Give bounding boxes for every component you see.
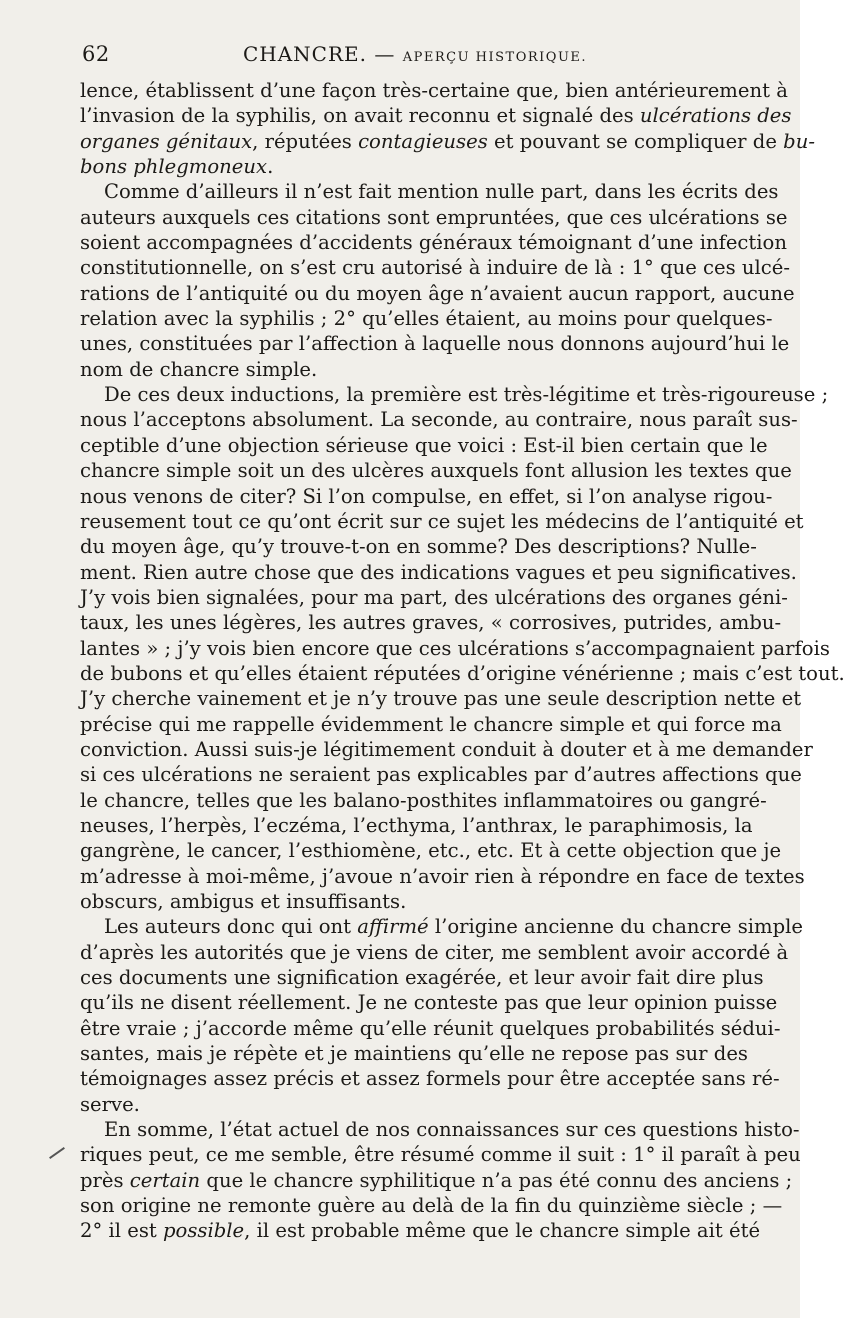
text-line bbox=[80, 762, 802, 787]
text-run: , il est probable même que le chancre simple ait été bbox=[244, 1219, 761, 1243]
text-line bbox=[80, 357, 748, 382]
text-line bbox=[80, 813, 753, 838]
text-line bbox=[80, 1066, 780, 1091]
text-run: riques peut, ce me semble, être résumé comme il suit : 1° il paraît à peu bbox=[80, 1143, 801, 1167]
text-line bbox=[80, 484, 773, 509]
text-line bbox=[80, 1142, 801, 1167]
text-line bbox=[80, 1218, 761, 1243]
text-run: Les auteurs donc qui ont bbox=[104, 915, 358, 939]
text-run: ceptible d’une objection sérieuse que voici : Est-il bien certain que le bbox=[80, 433, 768, 457]
text-line bbox=[80, 534, 757, 559]
text-run: l’origine ancienne du chancre simple bbox=[428, 915, 803, 939]
text-run: unes, constituées par l’affection à laquelle nous donnons aujourd’hui le bbox=[80, 332, 790, 356]
text-run: de bubons et qu’elles étaient réputées d’origine vénérienne ; mais c’est tout. bbox=[80, 661, 845, 685]
text-line bbox=[80, 686, 802, 711]
italic-run: bu- bbox=[783, 129, 815, 153]
text-run: nous venons de citer? Si l’on compulse, en effet, si l’on analyse rigou- bbox=[80, 484, 773, 508]
text-run: chancre simple soit un des ulcères auxquels font allusion les textes que bbox=[80, 459, 792, 483]
paragraph bbox=[80, 382, 845, 914]
margin-pen-mark bbox=[49, 1147, 65, 1159]
text-run: gangrène, le cancer, l’esthiomène, etc., etc. Et à cette objection que je bbox=[80, 839, 782, 863]
text-run: 2° il est bbox=[80, 1219, 164, 1243]
text-line bbox=[80, 458, 792, 483]
text-run: relation avec la syphilis ; 2° qu’elles étaient, au moins pour quelques- bbox=[80, 307, 773, 331]
text-run: l’invasion de la syphilis, on avait reconnu et signalé des bbox=[80, 104, 640, 128]
text-run: lantes » ; j’y vois bien encore que ces ulcérations s’accompagnaient parfois bbox=[80, 636, 830, 660]
italic-run: affirmé bbox=[357, 915, 429, 939]
text-run: être vraie ; j’accorde même qu’elle réunit quelques probabilités sédui- bbox=[80, 1016, 781, 1040]
text-run: auteurs auxquels ces citations sont empruntées, que ces ulcérations se bbox=[80, 205, 788, 229]
italic-run: possible bbox=[163, 1219, 245, 1243]
text-run: neuses, l’herpès, l’eczéma, l’ecthyma, l’anthrax, le paraphimosis, la bbox=[80, 813, 753, 837]
text-run: conviction. Aussi suis-je légitimement conduit à douter et à me demander bbox=[80, 737, 813, 761]
text-run: En somme, l’état actuel de nos connaissances sur ces questions histo- bbox=[104, 1118, 800, 1142]
text-line bbox=[80, 965, 764, 990]
text-run: et pouvant se compliquer de bbox=[487, 129, 784, 153]
text-line bbox=[80, 864, 805, 889]
text-line bbox=[80, 1168, 793, 1193]
text-run: reusement tout ce qu’ont écrit sur ce sujet les médecins de l’antiquité et bbox=[80, 509, 804, 533]
text-line bbox=[80, 560, 797, 585]
text-line bbox=[80, 914, 803, 939]
text-run: soient accompagnées d’accidents généraux témoignant d’une infection bbox=[80, 231, 787, 255]
running-dash: — bbox=[366, 42, 403, 66]
text-line bbox=[80, 636, 830, 661]
text-line bbox=[80, 940, 789, 965]
text-line bbox=[80, 433, 768, 458]
text-line bbox=[80, 1193, 783, 1218]
text-run: ces documents une signification exagérée, et leur avoir fait dire plus bbox=[80, 966, 764, 990]
text-run: J’y cherche vainement et je n’y trouve pas une seule description nette et bbox=[80, 687, 802, 711]
text-line bbox=[80, 407, 798, 432]
text-run: le chancre, telles que les balano-posthites inflammatoires ou gangré- bbox=[80, 788, 767, 812]
text-run: serve. bbox=[80, 1092, 140, 1116]
body-text bbox=[80, 78, 845, 1244]
text-line bbox=[80, 1092, 748, 1117]
paragraph bbox=[80, 78, 815, 179]
running-subtitle: APERÇU HISTORIQUE. bbox=[402, 50, 588, 65]
text-line bbox=[80, 281, 795, 306]
text-run: du moyen âge, qu’y trouve-t-on en somme? Des descriptions? Nulle- bbox=[80, 535, 757, 559]
italic-run: certain bbox=[129, 1168, 201, 1192]
text-line bbox=[80, 1016, 781, 1041]
text-line bbox=[80, 179, 779, 204]
text-run: J’y vois bien signalées, pour ma part, des ulcérations des organes géni- bbox=[80, 585, 788, 609]
text-run: son origine ne remonte guère au delà de la fin du quinzième siècle ; — bbox=[80, 1194, 783, 1218]
text-run: constitutionnelle, on s’est cru autorisé à induire de là : 1° que ces ulcé- bbox=[80, 256, 790, 280]
text-line bbox=[80, 838, 782, 863]
text-line bbox=[80, 78, 788, 103]
text-line bbox=[80, 129, 815, 154]
text-line bbox=[80, 154, 748, 179]
text-line bbox=[80, 103, 792, 128]
text-run: Comme d’ailleurs il n’est fait mention nulle part, dans les écrits des bbox=[104, 180, 779, 204]
page-number: 62 bbox=[82, 42, 110, 66]
text-run: rations de l’antiquité ou du moyen âge n’avaient aucun rapport, aucune bbox=[80, 281, 795, 305]
text-run: si ces ulcérations ne seraient pas explicables par d’autres affections que bbox=[80, 763, 802, 787]
text-line bbox=[80, 737, 813, 762]
italic-run: organes génitaux bbox=[80, 129, 253, 153]
text-line bbox=[80, 306, 773, 331]
text-run: obscurs, ambigus et insuffisants. bbox=[80, 890, 407, 913]
text-run: nous l’acceptons absolument. La seconde, au contraire, nous paraît sus- bbox=[80, 408, 798, 432]
paragraph bbox=[80, 1117, 801, 1244]
running-head bbox=[82, 42, 748, 66]
text-line bbox=[80, 788, 767, 813]
text-run: , réputées bbox=[252, 129, 359, 153]
text-line bbox=[80, 1117, 800, 1142]
text-line bbox=[80, 331, 790, 356]
text-run: près bbox=[80, 1168, 130, 1192]
running-title: CHANCRE. bbox=[242, 42, 367, 66]
text-line bbox=[80, 1041, 748, 1066]
italic-run: contagieuses bbox=[358, 129, 488, 153]
text-run: qu’ils ne disent réellement. Je ne conteste pas que leur opinion puisse bbox=[80, 991, 778, 1015]
text-run: lence, établissent d’une façon très-certaine que, bien antérieurement à bbox=[80, 79, 788, 102]
text-line bbox=[80, 509, 804, 534]
text-run: ment. Rien autre chose que des indications vagues et peu significatives. bbox=[80, 560, 797, 584]
text-run: taux, les unes légères, les autres graves, « corrosives, putrides, ambu- bbox=[80, 611, 782, 635]
text-line bbox=[80, 990, 778, 1015]
text-run: précise qui me rappelle évidemment le chancre simple et qui force ma bbox=[80, 712, 782, 736]
page-header bbox=[82, 42, 748, 72]
text-run: santes, mais je répète et je maintiens qu’elle ne repose pas sur des bbox=[80, 1042, 748, 1066]
paragraph bbox=[80, 914, 803, 1117]
text-line bbox=[80, 889, 748, 914]
text-run: m’adresse à moi-même, j’avoue n’avoir rien à répondre en face de textes bbox=[80, 864, 805, 888]
text-line bbox=[80, 230, 787, 255]
italic-run: ulcérations des bbox=[639, 104, 792, 128]
text-line bbox=[80, 661, 845, 686]
paragraph bbox=[80, 179, 795, 382]
text-run: . bbox=[267, 155, 274, 179]
text-line bbox=[80, 712, 782, 737]
text-run: De ces deux inductions, la première est très-légitime et très-rigoureuse ; bbox=[104, 383, 829, 407]
text-run: que le chancre syphilitique n’a pas été connu des anciens ; bbox=[200, 1168, 793, 1192]
text-line bbox=[80, 382, 829, 407]
text-run: nom de chancre simple. bbox=[80, 357, 318, 381]
text-run: d’après les autorités que je viens de citer, me semblent avoir accordé à bbox=[80, 940, 789, 964]
italic-run: bons phlegmoneux bbox=[80, 155, 268, 179]
text-line bbox=[80, 610, 782, 635]
text-line bbox=[80, 205, 788, 230]
text-run: témoignages assez précis et assez formels pour être acceptée sans ré- bbox=[80, 1067, 780, 1091]
text-line bbox=[80, 585, 788, 610]
text-line bbox=[80, 255, 790, 280]
